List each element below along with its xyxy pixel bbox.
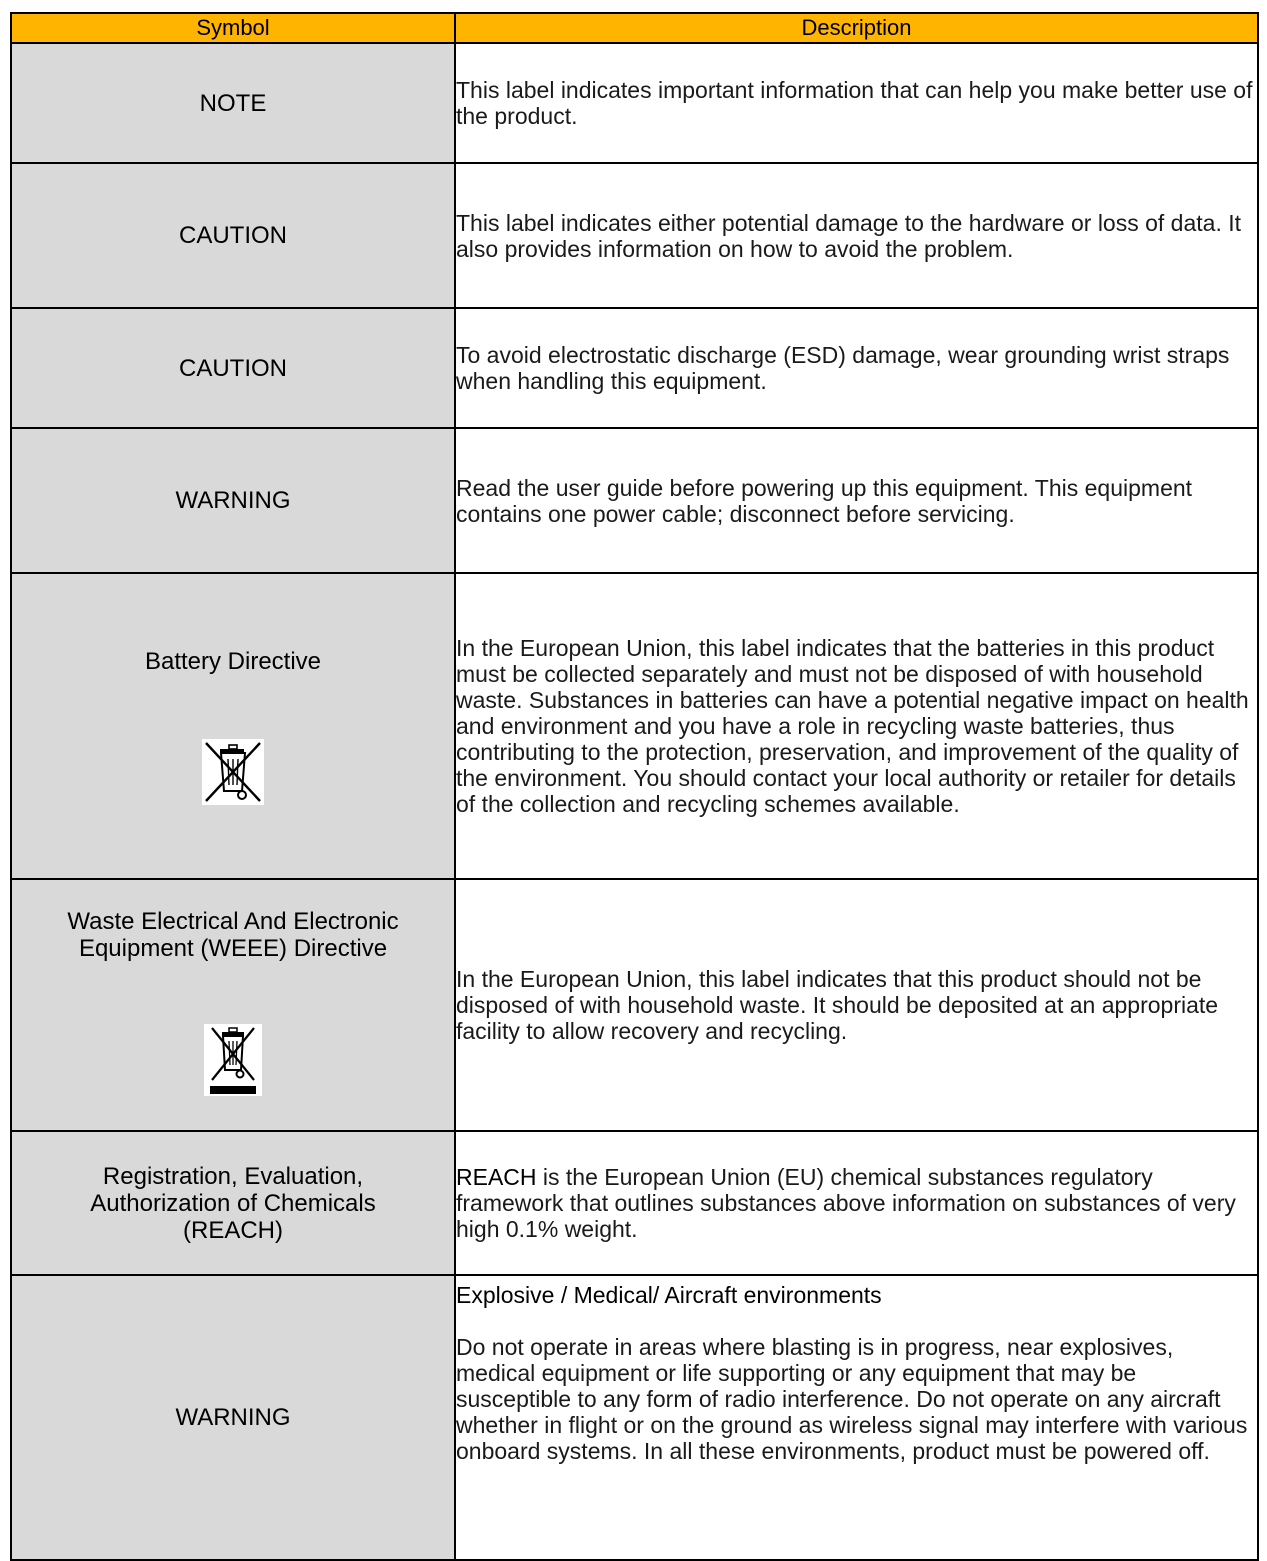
description-text: In the European Union, this label indicates that the batteries in this product must be collected separately and must not be disposed of with household waste. Substances in batteries can have a potential negative impact on health and environment and you have a role in recycling waste batteries, thus contributing to the protection, preservation, and improvement of the quality of the environment. You should contact your local authority or retailer for details of the collection and recycling schemes available. xyxy=(456,635,1249,817)
symbol-cell xyxy=(11,879,455,1131)
symbol-table xyxy=(10,12,1259,1561)
header-description: Description xyxy=(455,13,1258,43)
symbol-cell xyxy=(11,428,455,573)
description-cell xyxy=(455,43,1258,163)
symbol-label: Waste Electrical And Electronic Equipment (WEEE) Directive xyxy=(67,908,399,962)
table-row xyxy=(11,43,1258,163)
symbol-cell xyxy=(11,573,455,879)
table-header-row xyxy=(11,13,1258,43)
symbol-cell xyxy=(11,43,455,163)
symbol-label: Registration, Evaluation, Authorization of Chemicals (REACH) xyxy=(90,1162,376,1244)
symbol-cell xyxy=(11,1131,455,1275)
crossed-out-wheelie-bin-icon xyxy=(202,739,264,805)
description-cell xyxy=(455,1131,1258,1275)
symbol-cell xyxy=(11,308,455,428)
weee-bin-icon xyxy=(204,1024,262,1096)
symbol-cell xyxy=(11,163,455,308)
table-row xyxy=(11,308,1258,428)
symbol-label: CAUTION xyxy=(179,222,287,249)
description-cell xyxy=(455,573,1258,879)
description-cell xyxy=(455,1275,1258,1560)
table-row xyxy=(11,1131,1258,1275)
description-text: Read the user guide before powering up this equipment. This equipment contains one power cable; disconnect before servicing. xyxy=(456,474,1193,527)
symbol-label: Battery Directive xyxy=(144,647,322,675)
table-row xyxy=(11,1275,1258,1560)
description-bold-term: REACH xyxy=(456,1164,537,1190)
symbol-label: NOTE xyxy=(199,89,267,117)
description-text: In the European Union, this label indicates that this product should not be disposed of with household waste. It should be deposited at an appropriate facility to allow recovery and recycling. xyxy=(456,966,1219,1044)
table-row xyxy=(11,573,1258,879)
description-text: To avoid electrostatic discharge (ESD) damage, wear grounding wrist straps when handling this equipment. xyxy=(456,342,1230,394)
symbol-label: CAUTION xyxy=(179,354,287,382)
table-row xyxy=(11,879,1258,1131)
header-symbol: Symbol xyxy=(11,13,455,43)
symbol-label: WARNING xyxy=(175,1404,291,1431)
table-row xyxy=(11,163,1258,308)
symbol-cell xyxy=(11,1275,455,1560)
description-text: This label indicates important information that can help you make better use of the product. xyxy=(456,77,1253,129)
description-text: This label indicates either potential damage to the hardware or loss of data. It also provides information on how to avoid the problem. xyxy=(456,209,1242,262)
description-cell xyxy=(455,879,1258,1131)
description-cell xyxy=(455,308,1258,428)
table-row xyxy=(11,428,1258,573)
description-text: Do not operate in areas where blasting is in progress, near explosives, medical equipment or life supporting or any equipment that may be susceptible to any form of radio interference. Do not operate on any aircraft whether in flight or on the ground as wireless signal may interfere with various onboard systems. In all these environments, product must be powered off. xyxy=(456,1334,1248,1464)
description-cell xyxy=(455,163,1258,308)
description-heading: Explosive / Medical/ Aircraft environments xyxy=(456,1282,882,1308)
description-cell xyxy=(455,428,1258,573)
symbol-label: WARNING xyxy=(175,487,291,514)
description-text: is the European Union (EU) chemical substances regulatory framework that outlines substances above information on substances of very high 0.1% weight. xyxy=(456,1164,1236,1242)
